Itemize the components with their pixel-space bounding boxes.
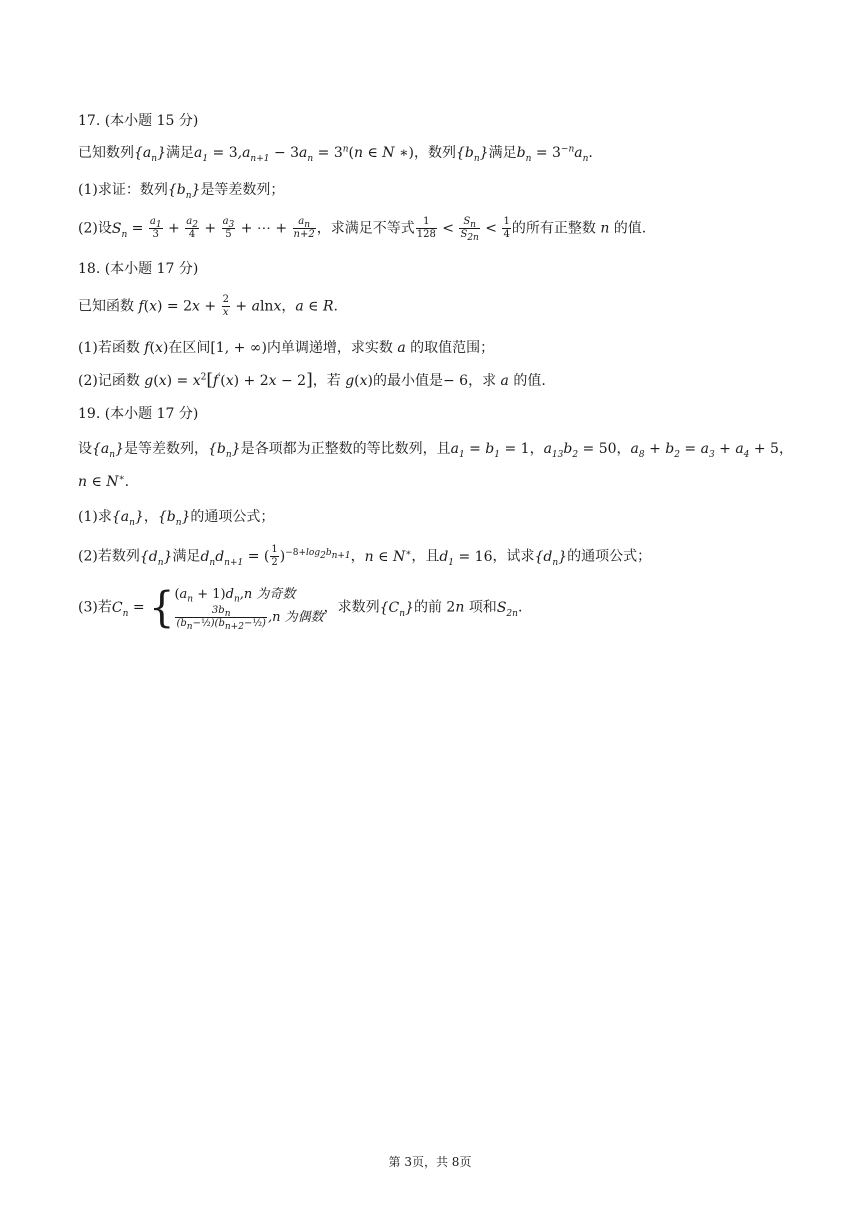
- problem-18-part-2: (2)记函数 $g(x) = x^2[f'(x) + 2x - 2]$，若 g(x)的最小值是− 6，求 a 的值.: [78, 370, 546, 390]
- problem-17-part-2: (2)设$S_n$ = $\frac{a_1}{3}$ + $\frac{a_2}{4}$ + $\frac{a_3}{5}$ + ⋯ + $\frac{a_n}{n+2}$ ，求满足不等式 $\frac{1}{128}$ < $\frac{S_n}{S_{2n}}$ < $\frac{1}{4}$ 的所有正整数 n 的值.: [78, 216, 647, 243]
- problem-17-part-1: (1)求证：数列$\{b_n\}$是等差数列；: [78, 182, 285, 201]
- problem-19-statement-line-2: n ∈ N∗.: [78, 473, 130, 490]
- problem-19-header: 19. (本小题 17 分): [78, 406, 199, 422]
- problem-18-statement: 已知函数 f(x) = 2x + $\frac{2}{x}$ + alnx，a ∈ R.: [78, 294, 338, 318]
- problem-19-part-3: (3)若$C_n$ = { $(a_n + 1)d_n,n$ 为奇数 $\frac{3b_n}{(b_n-\frac{1}{2})(b_{n+2}-\frac{1}{2})}$ ,n 为偶数 ，求数列$\{C_n\}$的前 2n 项和$S_{2n}$.: [78, 583, 523, 632]
- problem-18-header: 18. (本小题 17 分): [78, 261, 199, 277]
- problem-17-header: 17. (本小题 15 分): [78, 113, 199, 129]
- problem-19-part-1: (1)求$\{a_n\}$，$\{b_n\}$的通项公式；: [78, 509, 275, 528]
- problem-18-part-1: (1)若函数 f(x)在区间[1, + ∞)内单调递增，求实数 a 的取值范围；: [78, 340, 495, 356]
- problem-17-statement: 已知数列$\{a_n\}$满足$a_1 = 3,a_{n+1} - 3a_n = 3^n(n$ ∈ N ∗)，数列$\{b_n\}$满足$b_n = 3^{-n}a_n$.: [78, 144, 593, 164]
- cases-brace: {: [149, 583, 175, 632]
- problem-19-part-2: (2)若数列$\{d_n\}$满足$d_nd_{n+1}$ = ( $\frac{1}{2}$ )$^{-8+log_2b_{n+1}}$，n ∈ N∗，且$d_1 = 16$，试求$\{d_n\}$的通项公式；: [78, 544, 652, 568]
- problem-19-statement-line-1: 设$\{a_n\}$是等差数列，$\{b_n\}$是各项都为正整数的等比数列，且$a_1 = b_1 = 1$，$a_{13}b_2 = 50$，$a_8 + b_2 = a_3 + a_4 + 5$，: [78, 441, 793, 460]
- piecewise-cases: $(a_n + 1)d_n,n$ 为奇数 $\frac{3b_n}{(b_n-\frac{1}{2})(b_{n+2}-\frac{1}{2})}$ ,n 为偶数: [174, 587, 324, 632]
- page-footer: 第 3页，共 8页: [388, 1155, 472, 1169]
